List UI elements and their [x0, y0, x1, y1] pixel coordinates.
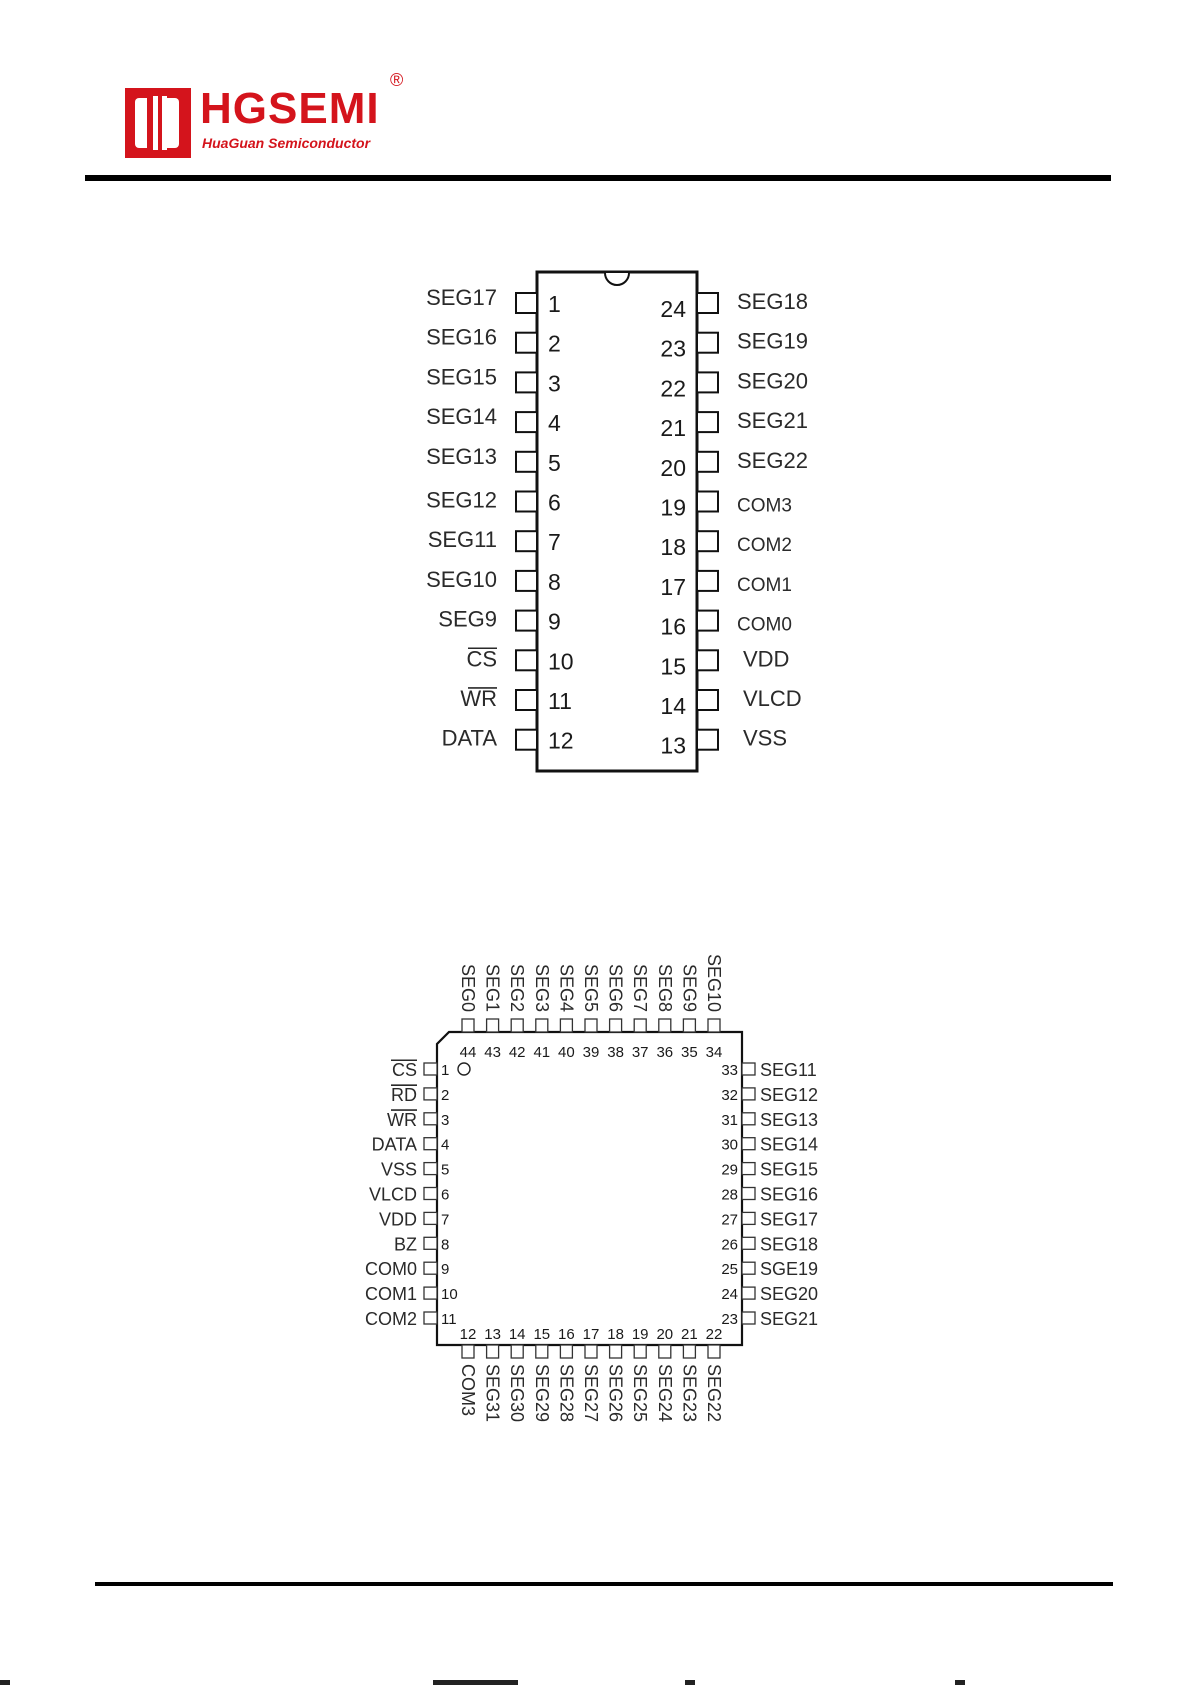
pin-number: 4 [548, 410, 561, 437]
pin-label: DATA [441, 725, 497, 751]
pin-number: 29 [721, 1161, 738, 1179]
pin-label: SEG1 [482, 963, 503, 1012]
pin-label: VDD [743, 646, 790, 672]
pin-label: VDD [378, 1209, 417, 1230]
pin-label: SEG17 [760, 1209, 819, 1230]
pin-number: 36 [656, 1044, 674, 1061]
lqfp-pin-8 [394, 1234, 449, 1254]
pin-pad-icon [424, 1138, 437, 1150]
pin-label: SEG24 [654, 1364, 675, 1423]
pin-label: SEG20 [760, 1284, 819, 1305]
pin-pad-icon [634, 1345, 646, 1358]
pin-number: 5 [441, 1161, 450, 1179]
pin-pad-icon [462, 1345, 474, 1358]
pin-label: SEG15 [760, 1159, 819, 1180]
pin-label: SEG27 [581, 1364, 601, 1423]
pin-pad-icon [536, 1019, 548, 1032]
pin-label: COM3 [737, 495, 792, 517]
clipped-footer-text [0, 1680, 10, 1685]
pin-label: SEG22 [704, 1364, 724, 1423]
pin-number: 42 [508, 1044, 526, 1061]
pin-number: 6 [548, 489, 561, 516]
pin-number: 41 [533, 1044, 551, 1061]
pin-label: SEG13 [426, 443, 497, 469]
pin-label: COM3 [458, 1364, 478, 1417]
pin-label: SEG11 [427, 527, 497, 553]
pin-number: 19 [631, 1326, 649, 1343]
pin-number: 21 [681, 1326, 698, 1343]
pin-pad-icon [742, 1138, 755, 1150]
pin-label: VLCD [743, 686, 802, 711]
pin-label: SEG9 [679, 963, 700, 1012]
pin-number: 39 [582, 1044, 600, 1061]
pin-label: SEG28 [556, 1364, 577, 1423]
pin-pad-icon [487, 1019, 499, 1032]
lqfp-pin-38 [606, 964, 626, 1061]
pin-pad-icon [742, 1088, 755, 1100]
pin-pad-icon [424, 1088, 437, 1100]
lqfp-pin-39 [581, 964, 601, 1061]
pin-pad-icon [511, 1019, 523, 1032]
lqfp-pin-22 [704, 1326, 724, 1422]
lqfp-pin-20 [655, 1326, 675, 1422]
pin-number: 35 [681, 1044, 698, 1061]
pin-label: VLCD [368, 1184, 417, 1205]
pin-number: 12 [459, 1326, 477, 1343]
pin-label: SEG21 [737, 408, 808, 434]
pin-label: RD [391, 1084, 417, 1105]
pin-pad-icon [560, 1019, 572, 1032]
lqfp44-body [437, 1032, 742, 1345]
pin-pad-icon [708, 1019, 720, 1032]
lqfp-pin-13 [483, 1326, 503, 1422]
pin-number: 16 [660, 613, 686, 640]
pin-label: SEG4 [556, 963, 577, 1012]
pin-number: 2 [441, 1086, 450, 1104]
pin-number: 27 [721, 1211, 738, 1229]
pin-pad-icon [424, 1113, 437, 1125]
pin-label: SEG14 [760, 1134, 819, 1155]
pin-number: 17 [582, 1326, 600, 1343]
pin-number: 24 [660, 296, 686, 322]
pin-number: 1 [548, 291, 561, 317]
pin-label: SEG2 [507, 963, 528, 1012]
pin-number: 7 [441, 1211, 450, 1229]
logo-name: HGSEMI [200, 84, 380, 133]
pin-pad-icon [424, 1237, 437, 1249]
pin-pad-icon [424, 1262, 437, 1274]
pin-pad-icon [424, 1063, 437, 1075]
pin-label: VSS [743, 725, 788, 751]
pin-number: 32 [721, 1086, 738, 1104]
pin-number: 18 [660, 534, 686, 561]
pin-pad-icon [610, 1345, 622, 1358]
pin-label: SEG22 [737, 447, 808, 473]
pin-label: SEG3 [531, 963, 552, 1012]
pin-pad-icon [742, 1287, 755, 1299]
pin-number: 21 [660, 415, 686, 442]
pin-number: 40 [558, 1044, 575, 1061]
pin-pad-icon [424, 1163, 437, 1175]
lqfp-pin-11 [365, 1309, 457, 1329]
lqfp-pin-32 [721, 1085, 818, 1105]
clipped-footer-text [433, 1680, 518, 1685]
pin-number: 18 [607, 1326, 624, 1343]
pin-number: 38 [607, 1044, 624, 1061]
pin-label: COM1 [737, 574, 792, 596]
pin-number: 7 [548, 529, 561, 556]
pin-pad-icon [424, 1212, 437, 1224]
pin-number: 22 [705, 1326, 723, 1343]
pin-number: 25 [721, 1261, 738, 1279]
pin-label: SEG16 [426, 324, 497, 350]
pin-number: 15 [533, 1326, 551, 1343]
pin-number: 12 [548, 727, 574, 754]
pin-pad-icon [424, 1287, 437, 1299]
pin-pad-icon [511, 1345, 523, 1358]
pin-number: 8 [441, 1236, 450, 1254]
pin-number: 26 [721, 1236, 738, 1254]
pin-pad-icon [659, 1019, 671, 1032]
pin-number: 3 [548, 370, 561, 397]
lqfp-pin-31 [721, 1110, 818, 1130]
pin-number: 13 [484, 1326, 501, 1343]
pin-pad-icon [742, 1188, 755, 1200]
pin-number: 2 [548, 330, 561, 357]
lqfp-pin-21 [679, 1326, 699, 1422]
pin-number: 44 [459, 1044, 477, 1061]
pin-number: 37 [631, 1044, 649, 1061]
pin-label: SEG12 [760, 1084, 819, 1105]
pin-label: SEG17 [426, 285, 497, 310]
pin-label: SEG29 [531, 1364, 552, 1423]
pin-label: SEG5 [581, 963, 601, 1012]
pin-label: SEG26 [605, 1364, 626, 1423]
pin-label: SEG31 [482, 1364, 503, 1423]
pin-label: SEG10 [704, 953, 724, 1012]
pin-number: 20 [660, 454, 686, 481]
pin-number: 30 [721, 1136, 738, 1154]
pin-pad-icon [462, 1019, 474, 1032]
lqfp-pin-24 [721, 1284, 818, 1304]
pin-label: SGE19 [760, 1259, 819, 1280]
pin-pad-icon [742, 1163, 755, 1175]
pin-number: 23 [660, 335, 686, 362]
pin-number: 22 [660, 375, 686, 402]
pin-label: COM0 [364, 1259, 417, 1280]
lqfp-pin-30 [721, 1135, 818, 1155]
pin-number: 3 [441, 1111, 450, 1129]
pin-number: 11 [441, 1311, 457, 1328]
lqfp-pin-27 [721, 1209, 818, 1229]
pin-number: 34 [705, 1044, 723, 1061]
pin-label: SEG20 [737, 368, 808, 394]
pin-pad-icon [742, 1312, 755, 1324]
pin-pad-icon [560, 1345, 572, 1358]
pin-label: COM1 [364, 1284, 417, 1305]
pin-number: 9 [441, 1261, 450, 1279]
pin-label: CS [391, 1060, 417, 1080]
pin-label: SEG30 [507, 1364, 528, 1423]
pin-label: SEG13 [760, 1109, 819, 1130]
pin-label: SEG0 [458, 963, 478, 1012]
lqfp-pin-42 [507, 964, 527, 1061]
lqfp-pin-10 [365, 1284, 458, 1304]
lqfp-pin-29 [721, 1160, 818, 1180]
pin-number: 5 [548, 449, 561, 476]
pin-number: 31 [721, 1111, 738, 1129]
lqfp-pin-44 [458, 964, 478, 1061]
pin-pad-icon [585, 1019, 597, 1032]
pin-number: 6 [441, 1186, 450, 1204]
pin-label: SEG14 [426, 404, 497, 430]
lqfp-pin-37 [630, 964, 650, 1061]
pin-number: 10 [441, 1286, 458, 1304]
pin-label: COM2 [737, 535, 792, 557]
pin-label: SEG11 [760, 1060, 817, 1080]
pin-label: COM0 [737, 614, 792, 636]
pin-label: BZ [393, 1234, 417, 1255]
pin-number: 20 [656, 1326, 674, 1343]
pin-number: 10 [548, 648, 574, 675]
pin-label: SEG18 [760, 1234, 819, 1255]
pin-pad-icon [634, 1019, 646, 1032]
pin-label: SEG23 [679, 1364, 700, 1423]
pin-pad-icon [536, 1345, 548, 1358]
lqfp-pin-18 [606, 1326, 626, 1422]
pin-label: WR [387, 1109, 417, 1130]
pin-pad-icon [610, 1019, 622, 1032]
pin-pad-icon [742, 1262, 755, 1274]
pin-number: 19 [660, 494, 686, 521]
lqfp-pin-41 [532, 964, 552, 1061]
clipped-footer-text [955, 1680, 965, 1685]
pin-number: 24 [721, 1286, 738, 1304]
pin-number: 11 [548, 688, 572, 714]
pin-number: 23 [721, 1311, 738, 1328]
pin-label: SEG18 [737, 289, 808, 314]
pin-number: 9 [548, 608, 561, 635]
logo-subtitle: HuaGuan Semiconductor [202, 135, 371, 151]
pin-pad-icon [487, 1345, 499, 1358]
pin-pad-icon [424, 1312, 437, 1324]
pin-label: SEG16 [760, 1184, 819, 1205]
pin-label: WR [460, 686, 497, 711]
lqfp-pin-14 [507, 1326, 527, 1422]
pin-label: SEG9 [438, 606, 497, 632]
pin-number: 8 [548, 568, 561, 595]
footer-rule [95, 1582, 1113, 1586]
lqfp-pin-1 [391, 1060, 449, 1080]
lqfp-pin-36 [655, 964, 675, 1061]
lqfp-pin-12 [458, 1326, 478, 1416]
pin-pad-icon [742, 1063, 755, 1075]
pin-number: 14 [660, 693, 686, 719]
lqfp-pin-16 [556, 1326, 576, 1422]
lqfp-pin-2 [391, 1085, 449, 1105]
registered-mark-icon: ® [390, 70, 404, 90]
pin-number: 33 [721, 1062, 738, 1079]
pin-number: 1 [441, 1062, 450, 1079]
pin-number: 15 [660, 653, 686, 680]
lqfp-pin-17 [581, 1326, 601, 1422]
pin-number: 13 [660, 732, 686, 759]
pin-label: SEG12 [426, 487, 497, 513]
pin-label: SEG15 [426, 364, 497, 390]
pin-label: SEG8 [654, 963, 675, 1012]
pin-label: CS [466, 646, 497, 672]
pin-pad-icon [742, 1212, 755, 1224]
lqfp-pin-34 [704, 954, 724, 1061]
pin-pad-icon [708, 1345, 720, 1358]
lqfp-pin-33 [721, 1060, 816, 1080]
pin-pad-icon [683, 1345, 695, 1358]
lqfp-pin-43 [483, 964, 503, 1061]
lqfp-pin-26 [721, 1234, 818, 1254]
pin-pad-icon [742, 1113, 755, 1125]
lqfp-pin-40 [556, 964, 576, 1061]
lqfp-pin-28 [721, 1185, 818, 1205]
pin-label: SEG19 [737, 328, 808, 354]
pin-pad-icon [585, 1345, 597, 1358]
pin-number: 17 [660, 573, 686, 600]
pin-number: 14 [508, 1326, 526, 1343]
clipped-footer-text [685, 1680, 695, 1685]
lqfp-pin-19 [630, 1326, 650, 1422]
pin-label: SEG7 [630, 963, 651, 1012]
pin-number: 28 [721, 1186, 738, 1204]
pin-label: VSS [380, 1159, 417, 1180]
lqfp-pin-25 [721, 1259, 818, 1279]
pin-label: SEG21 [760, 1309, 819, 1329]
lqfp-pin-35 [679, 964, 699, 1061]
pin-pad-icon [424, 1188, 437, 1200]
pin-label: COM2 [364, 1309, 417, 1329]
pin-pad-icon [659, 1345, 671, 1358]
pin-pad-icon [742, 1237, 755, 1249]
lqfp-pin-23 [721, 1309, 818, 1329]
pin-label: SEG10 [426, 566, 497, 592]
pin-number: 43 [484, 1044, 501, 1061]
pin-number: 4 [441, 1136, 450, 1154]
lqfp-pin-15 [532, 1326, 552, 1422]
pin-label: DATA [371, 1134, 417, 1155]
pin-label: SEG25 [630, 1364, 651, 1423]
pin-pad-icon [683, 1019, 695, 1032]
pin-label: SEG6 [605, 963, 626, 1012]
pin-number: 16 [558, 1326, 575, 1343]
